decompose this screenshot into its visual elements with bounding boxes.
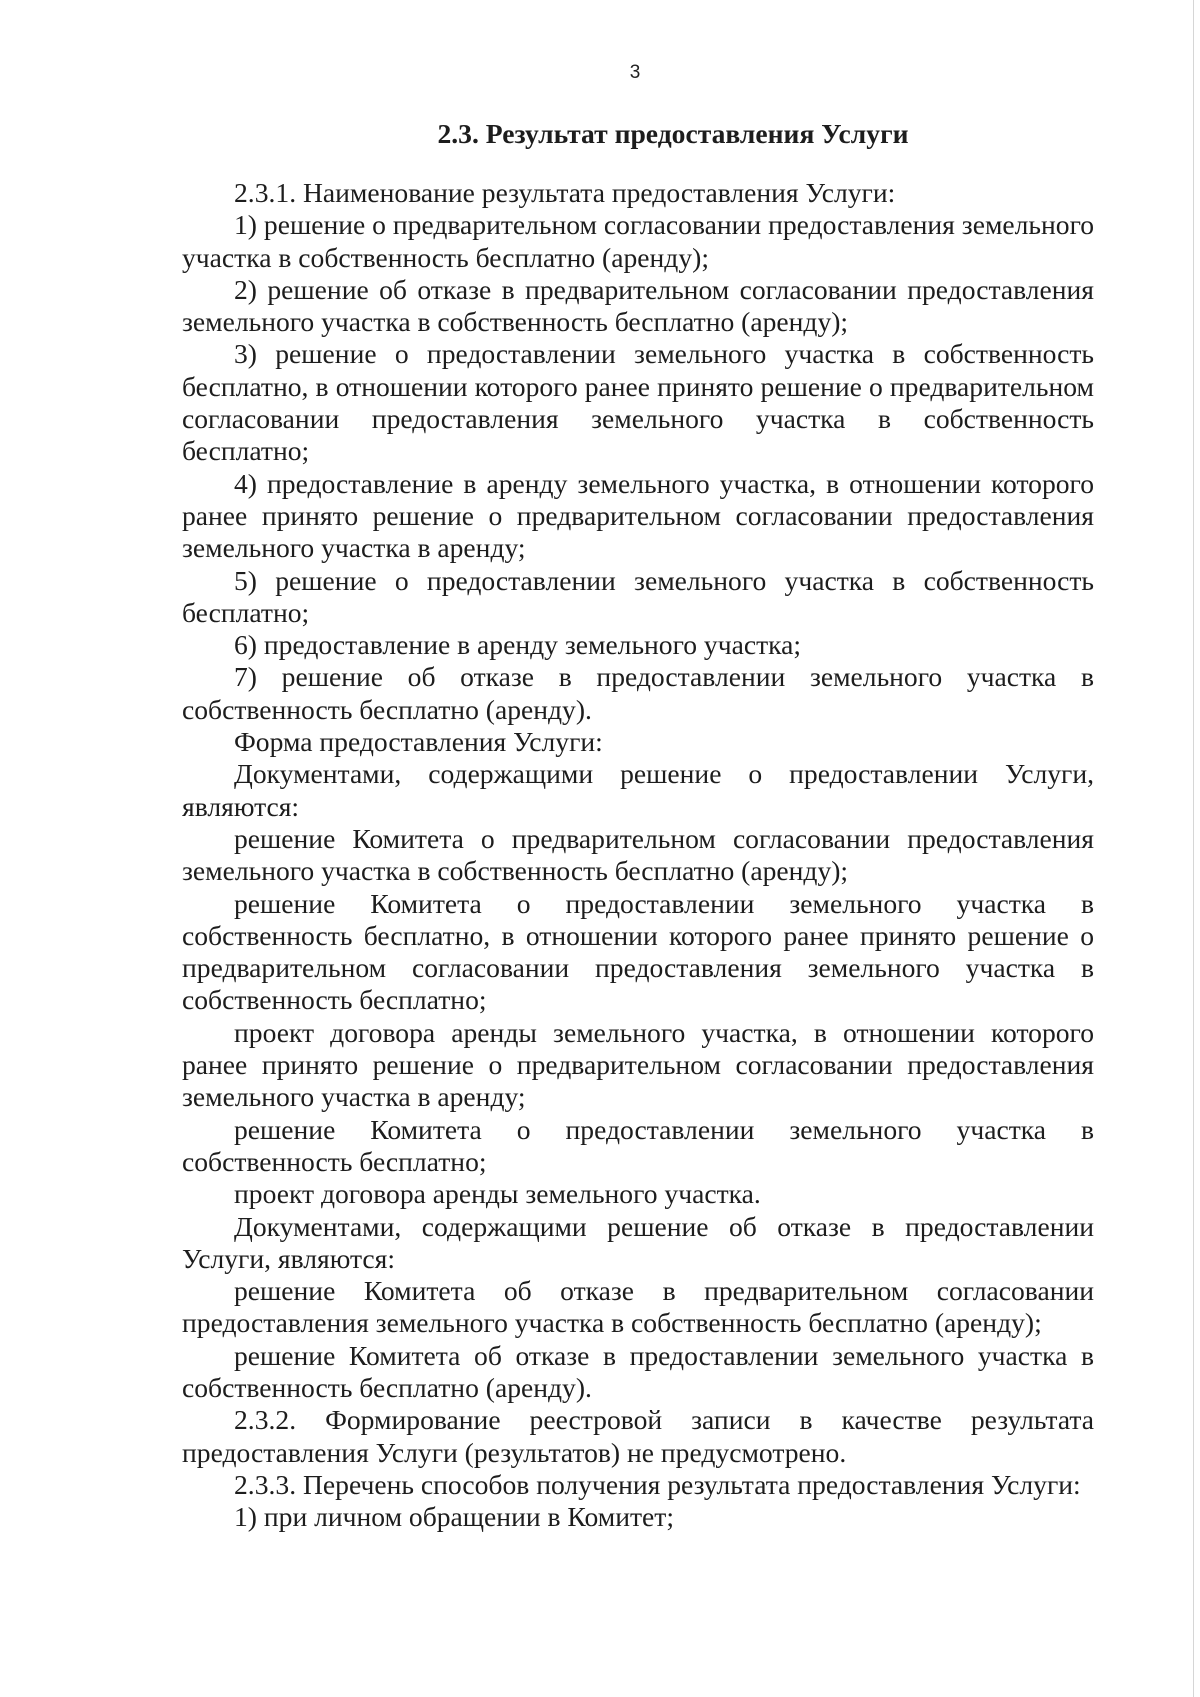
- list-item: 1) при личном обращении в Комитет;: [234, 1501, 674, 1533]
- paragraph: решение Комитета о предварительном согласовании предоставления земельного участка в собственность бесплатно (аренду);: [182, 822, 1094, 887]
- paragraph: Документами, содержащими решение о предоставлении Услуги, являются:: [182, 758, 1094, 822]
- paragraph: решение Комитета об отказе в предварительном согласовании предоставления земельного участка в собственность бесплатно (аренду);: [182, 1275, 1094, 1339]
- paragraph: решение Комитета о предоставлении земельного участка в собственность бесплатно;: [182, 1113, 1094, 1177]
- list-item: 6) предоставление в аренду земельного участка;: [234, 629, 802, 661]
- list-item: 7) решение об отказе в предоставлении земельного участка в собственность бесплатно (аренду).: [182, 661, 1094, 725]
- document-body: [182, 118, 1094, 1533]
- list-item: 2) решение об отказе в предварительном согласовании предоставления земельного участка в собственность бесплатно (аренду);: [182, 273, 1094, 338]
- paragraph: 2.3.1. Наименование результата предоставления Услуги:: [234, 177, 896, 208]
- page-number: 3: [629, 62, 641, 83]
- list-item: 1) решение о предварительном согласовании предоставления земельного участка в собственность бесплатно (аренду);: [182, 209, 1094, 273]
- paragraph: 2.3.3. Перечень способов получения результата предоставления Услуги:: [234, 1468, 1081, 1500]
- list-item: 4) предоставление в аренду земельного участка, в отношении которого ранее принято решение о предварительном согласовании предоставления земельного участка в аренду;: [182, 467, 1094, 564]
- paragraph: решение Комитета о предоставлении земельного участка в собственность бесплатно, в отношении которого ранее принято решение о предварительном согласовании предоставления земельного участка в собственность бесплатно;: [182, 887, 1094, 1016]
- paragraph: 2.3.2. Формирование реестровой записи в качестве результата предоставления Услуги (результатов) не предусмотрено.: [182, 1404, 1094, 1468]
- paragraph: Форма предоставления Услуги:: [234, 726, 603, 758]
- paragraph: проект договора аренды земельного участка, в отношении которого ранее принято решение о предварительном согласовании предоставления земельного участка в аренду;: [182, 1016, 1094, 1113]
- list-item: 5) решение о предоставлении земельного участка в собственность бесплатно;: [182, 564, 1094, 628]
- scan-edge-line: [1193, 0, 1194, 1697]
- list-item: 3) решение о предоставлении земельного участка в собственность бесплатно, в отношении которого ранее принято решение о предварительном согласовании предоставления земельного участка в собственность бесплатно;: [182, 338, 1094, 467]
- paragraph: проект договора аренды земельного участка.: [234, 1178, 761, 1210]
- paragraph: Документами, содержащими решение об отказе в предоставлении Услуги, являются:: [182, 1210, 1094, 1274]
- paragraph: решение Комитета об отказе в предоставлении земельного участка в собственность бесплатно (аренду).: [182, 1339, 1094, 1403]
- section-title: 2.3. Результат предоставления Услуги: [437, 118, 909, 149]
